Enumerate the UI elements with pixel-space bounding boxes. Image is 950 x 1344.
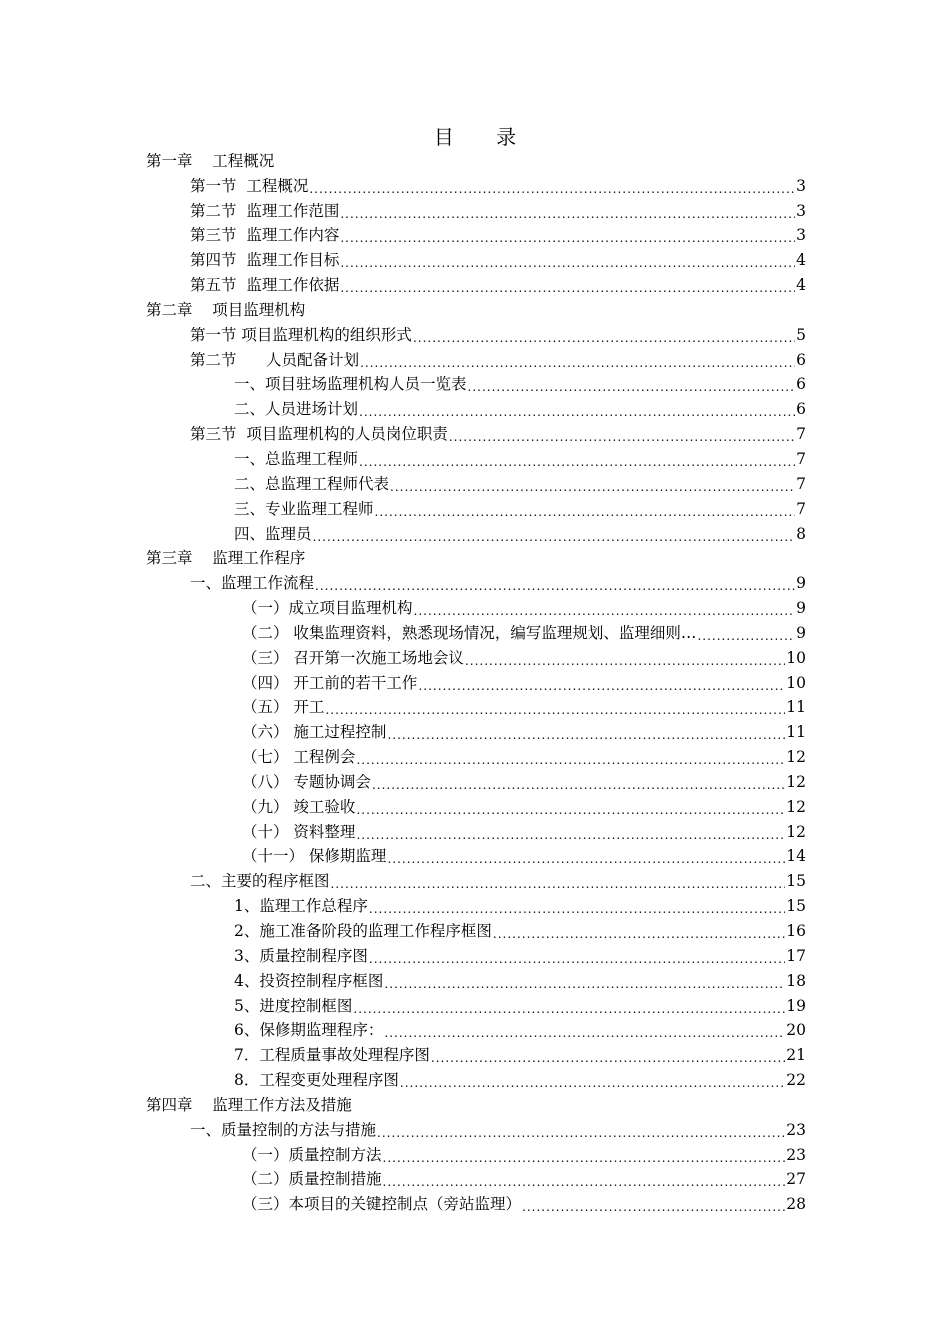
toc-page-number: 5 — [796, 325, 806, 344]
toc-entry-label: 第三节 监理工作内容 — [190, 226, 340, 245]
toc-chapter-heading — [146, 1092, 806, 1117]
toc-entry-label: 第一章 工程概况 — [146, 151, 275, 170]
toc-entry-label: 5、进度控制框图 — [234, 996, 353, 1015]
toc-page-number: 3 — [796, 201, 806, 220]
toc-entry-label: 第二节 监理工作范围 — [190, 201, 340, 220]
toc-page-number: 19 — [786, 996, 806, 1015]
toc-entry[interactable] — [146, 521, 806, 546]
toc-entry-label: 二、人员进场计划 — [234, 400, 359, 419]
toc-entry-label: （二） 收集监理资料，熟悉现场情况，编写监理规划、监理细则… — [242, 623, 697, 642]
toc-dot-leader — [384, 971, 785, 991]
toc-entry-label: （三） 召开第一次施工场地会议 — [242, 648, 464, 667]
toc-entry[interactable] — [146, 1067, 806, 1092]
toc-dot-leader — [418, 673, 785, 693]
toc-dot-leader — [468, 374, 796, 394]
toc-dot-leader — [383, 1169, 786, 1189]
toc-entry-label: 第四节 监理工作目标 — [190, 251, 340, 270]
toc-page-number: 7 — [796, 474, 806, 493]
toc-entry[interactable] — [146, 1042, 806, 1067]
toc-chapter-heading — [146, 546, 806, 571]
toc-entry[interactable] — [146, 968, 806, 993]
toc-entry[interactable] — [146, 1167, 806, 1192]
toc-entry-label: 一、项目驻场监理机构人员一览表 — [234, 375, 467, 394]
toc-entry-label: 第三节 项目监理机构的人员岗位职责 — [190, 425, 448, 444]
toc-dot-leader — [377, 1120, 785, 1140]
toc-page-number: 22 — [786, 1071, 806, 1090]
toc-dot-leader — [387, 722, 785, 742]
toc-entry-label: 四、监理员 — [234, 524, 312, 543]
toc-dot-leader — [413, 325, 795, 345]
toc-entry[interactable] — [146, 198, 806, 223]
toc-page-number: 3 — [796, 226, 806, 245]
toc-entry-label: 第三章 监理工作程序 — [146, 549, 306, 568]
toc-dot-leader — [369, 896, 785, 916]
toc-entry[interactable] — [146, 272, 806, 297]
toc-list — [146, 148, 806, 1216]
toc-entry[interactable] — [146, 223, 806, 248]
toc-entry[interactable] — [146, 1018, 806, 1043]
toc-dot-leader — [493, 921, 785, 941]
toc-dot-leader — [372, 772, 785, 792]
toc-entry-label: 一、监理工作流程 — [190, 574, 315, 593]
toc-page-number: 17 — [786, 946, 806, 965]
toc-dot-leader — [383, 1145, 786, 1165]
toc-dot-leader — [400, 1070, 785, 1090]
toc-entry[interactable] — [146, 819, 806, 844]
toc-page-number: 9 — [796, 623, 806, 642]
toc-entry[interactable] — [146, 868, 806, 893]
toc-page-number: 7 — [796, 425, 806, 444]
toc-page-number: 10 — [786, 673, 806, 692]
toc-dot-leader — [359, 399, 795, 419]
toc-page-number: 16 — [786, 922, 806, 940]
toc-entry[interactable] — [146, 1142, 806, 1167]
toc-entry-label: （十一） 保修期监理 — [242, 847, 387, 866]
toc-entry-label: 3、质量控制程序图 — [234, 946, 368, 965]
toc-entry-label: （十） 资料整理 — [242, 822, 356, 841]
toc-entry[interactable] — [146, 322, 806, 347]
toc-page-number: 21 — [786, 1046, 806, 1065]
toc-entry-label: 1、监理工作总程序 — [234, 897, 368, 916]
toc-page-number: 15 — [786, 897, 806, 916]
toc-entry-label: 8．工程变更处理程序图 — [234, 1071, 399, 1090]
toc-page-number: 8 — [796, 524, 806, 543]
toc-page-number: 4 — [796, 276, 806, 295]
toc-entry-label: 4、投资控制程序框图 — [234, 971, 384, 990]
toc-entry[interactable] — [146, 396, 806, 421]
toc-page-number: 27 — [786, 1170, 806, 1189]
toc-dot-leader — [414, 598, 796, 618]
toc-entry-label: （四） 开工前的若干工作 — [242, 673, 418, 692]
toc-dot-leader — [390, 474, 795, 494]
toc-dot-leader — [375, 499, 796, 519]
toc-entry-label: 第四章 监理工作方法及措施 — [146, 1095, 352, 1114]
toc-dot-leader — [465, 648, 785, 668]
toc-entry[interactable] — [146, 446, 806, 471]
toc-entry-label: （二）质量控制措施 — [242, 1170, 382, 1189]
toc-entry[interactable] — [146, 769, 806, 794]
toc-entry-label: 第一节 工程概况 — [190, 176, 309, 195]
toc-entry[interactable] — [146, 347, 806, 372]
toc-entry[interactable] — [146, 844, 806, 869]
toc-entry-label: 7．工程质量事故处理程序图 — [234, 1046, 430, 1065]
toc-entry-label: （九） 竣工验收 — [242, 797, 356, 816]
toc-entry[interactable] — [146, 918, 806, 943]
toc-entry[interactable] — [146, 372, 806, 397]
toc-entry[interactable] — [146, 744, 806, 769]
toc-page-number: 7 — [796, 499, 806, 518]
toc-page-number: 12 — [786, 797, 806, 816]
toc-page-number: 11 — [786, 698, 806, 717]
toc-page-number: 3 — [796, 176, 806, 195]
toc-entry-label: 三、专业监理工程师 — [234, 499, 374, 518]
toc-entry-label: （六） 施工过程控制 — [242, 723, 387, 742]
toc-page-number: 6 — [796, 400, 806, 419]
toc-entry[interactable] — [146, 1117, 806, 1142]
toc-page-number: 4 — [796, 251, 806, 270]
toc-entry[interactable] — [146, 173, 806, 198]
toc-entry-label: 二、总监理工程师代表 — [234, 474, 390, 493]
toc-entry-label: （八） 专题协调会 — [242, 772, 371, 791]
toc-dot-leader — [340, 201, 795, 221]
toc-title: 目 录 — [433, 125, 535, 149]
toc-entry-label: 第二节 人员配备计划 — [190, 350, 360, 369]
toc-page-number: 10 — [786, 648, 806, 667]
toc-entry[interactable] — [146, 1191, 806, 1216]
toc-entry-label: 6、保修期监理程序： — [234, 1021, 384, 1040]
toc-page-number: 23 — [786, 1120, 806, 1139]
toc-entry-label: 2、施工准备阶段的监理工作程序框图 — [234, 922, 492, 940]
toc-dot-leader — [356, 822, 785, 842]
toc-dot-leader — [697, 623, 795, 643]
toc-entry[interactable] — [146, 645, 806, 670]
toc-page-number: 11 — [786, 723, 806, 742]
toc-page-number: 9 — [796, 599, 806, 618]
toc-page-number: 15 — [786, 872, 806, 891]
toc-dot-leader — [360, 350, 795, 370]
toc-chapter-heading — [146, 148, 806, 173]
toc-page-number: 9 — [796, 574, 806, 593]
toc-page-number: 12 — [786, 748, 806, 767]
toc-dot-leader — [340, 250, 795, 270]
toc-dot-leader — [356, 797, 785, 817]
toc-entry-label: 一、质量控制的方法与措施 — [190, 1120, 377, 1139]
toc-entry[interactable] — [146, 993, 806, 1018]
toc-dot-leader — [356, 747, 785, 767]
toc-entry-label: （五） 开工 — [242, 698, 325, 717]
toc-entry-label: 第一节 项目监理机构的组织形式 — [190, 325, 412, 344]
toc-entry-label: （一）成立项目监理机构 — [242, 599, 413, 618]
toc-page-number: 6 — [796, 375, 806, 394]
toc-entry-label: 第二章 项目监理机构 — [146, 300, 306, 319]
toc-dot-leader — [340, 225, 795, 245]
toc-entry[interactable] — [146, 471, 806, 496]
toc-entry[interactable] — [146, 794, 806, 819]
toc-entry[interactable] — [146, 570, 806, 595]
toc-dot-leader — [369, 946, 785, 966]
toc-dot-leader — [313, 524, 796, 544]
toc-entry[interactable] — [146, 893, 806, 918]
toc-entry[interactable] — [146, 496, 806, 521]
toc-entry[interactable] — [146, 595, 806, 620]
toc-entry[interactable] — [146, 943, 806, 968]
toc-page-number: 14 — [786, 847, 806, 866]
toc-dot-leader — [431, 1045, 785, 1065]
toc-dot-leader — [340, 275, 795, 295]
toc-entry[interactable] — [146, 247, 806, 272]
toc-dot-leader — [449, 424, 795, 444]
toc-entry-label: （一）质量控制方法 — [242, 1145, 382, 1164]
toc-page-number: 7 — [796, 449, 806, 468]
toc-entry[interactable] — [146, 695, 806, 720]
toc-dot-leader — [353, 996, 785, 1016]
toc-page-number: 18 — [786, 971, 806, 990]
toc-chapter-heading — [146, 297, 806, 322]
toc-page-number: 28 — [786, 1195, 806, 1214]
toc-dot-leader — [359, 449, 795, 469]
toc-entry-label: 二、主要的程序框图 — [190, 872, 330, 891]
toc-entry[interactable] — [146, 670, 806, 695]
toc-entry[interactable] — [146, 421, 806, 446]
toc-entry-label: （三）本项目的关键控制点（旁站监理） — [242, 1195, 522, 1214]
toc-entry-label: （七） 工程例会 — [242, 748, 356, 767]
toc-entry[interactable] — [146, 719, 806, 744]
toc-page-number: 20 — [786, 1021, 806, 1040]
toc-dot-leader — [309, 176, 795, 196]
toc-dot-leader — [384, 1020, 785, 1040]
toc-entry[interactable] — [146, 620, 806, 645]
toc-entry-label: 第五节 监理工作依据 — [190, 276, 340, 295]
toc-dot-leader — [325, 697, 785, 717]
toc-dot-leader — [522, 1194, 785, 1214]
toc-page-number: 12 — [786, 772, 806, 791]
toc-dot-leader — [387, 846, 785, 866]
toc-page-number: 23 — [786, 1145, 806, 1164]
toc-page-number: 12 — [786, 822, 806, 841]
toc-dot-leader — [331, 871, 786, 891]
toc-entry-label: 一、总监理工程师 — [234, 449, 359, 468]
toc-page-number: 6 — [796, 350, 806, 369]
toc-dot-leader — [315, 573, 795, 593]
